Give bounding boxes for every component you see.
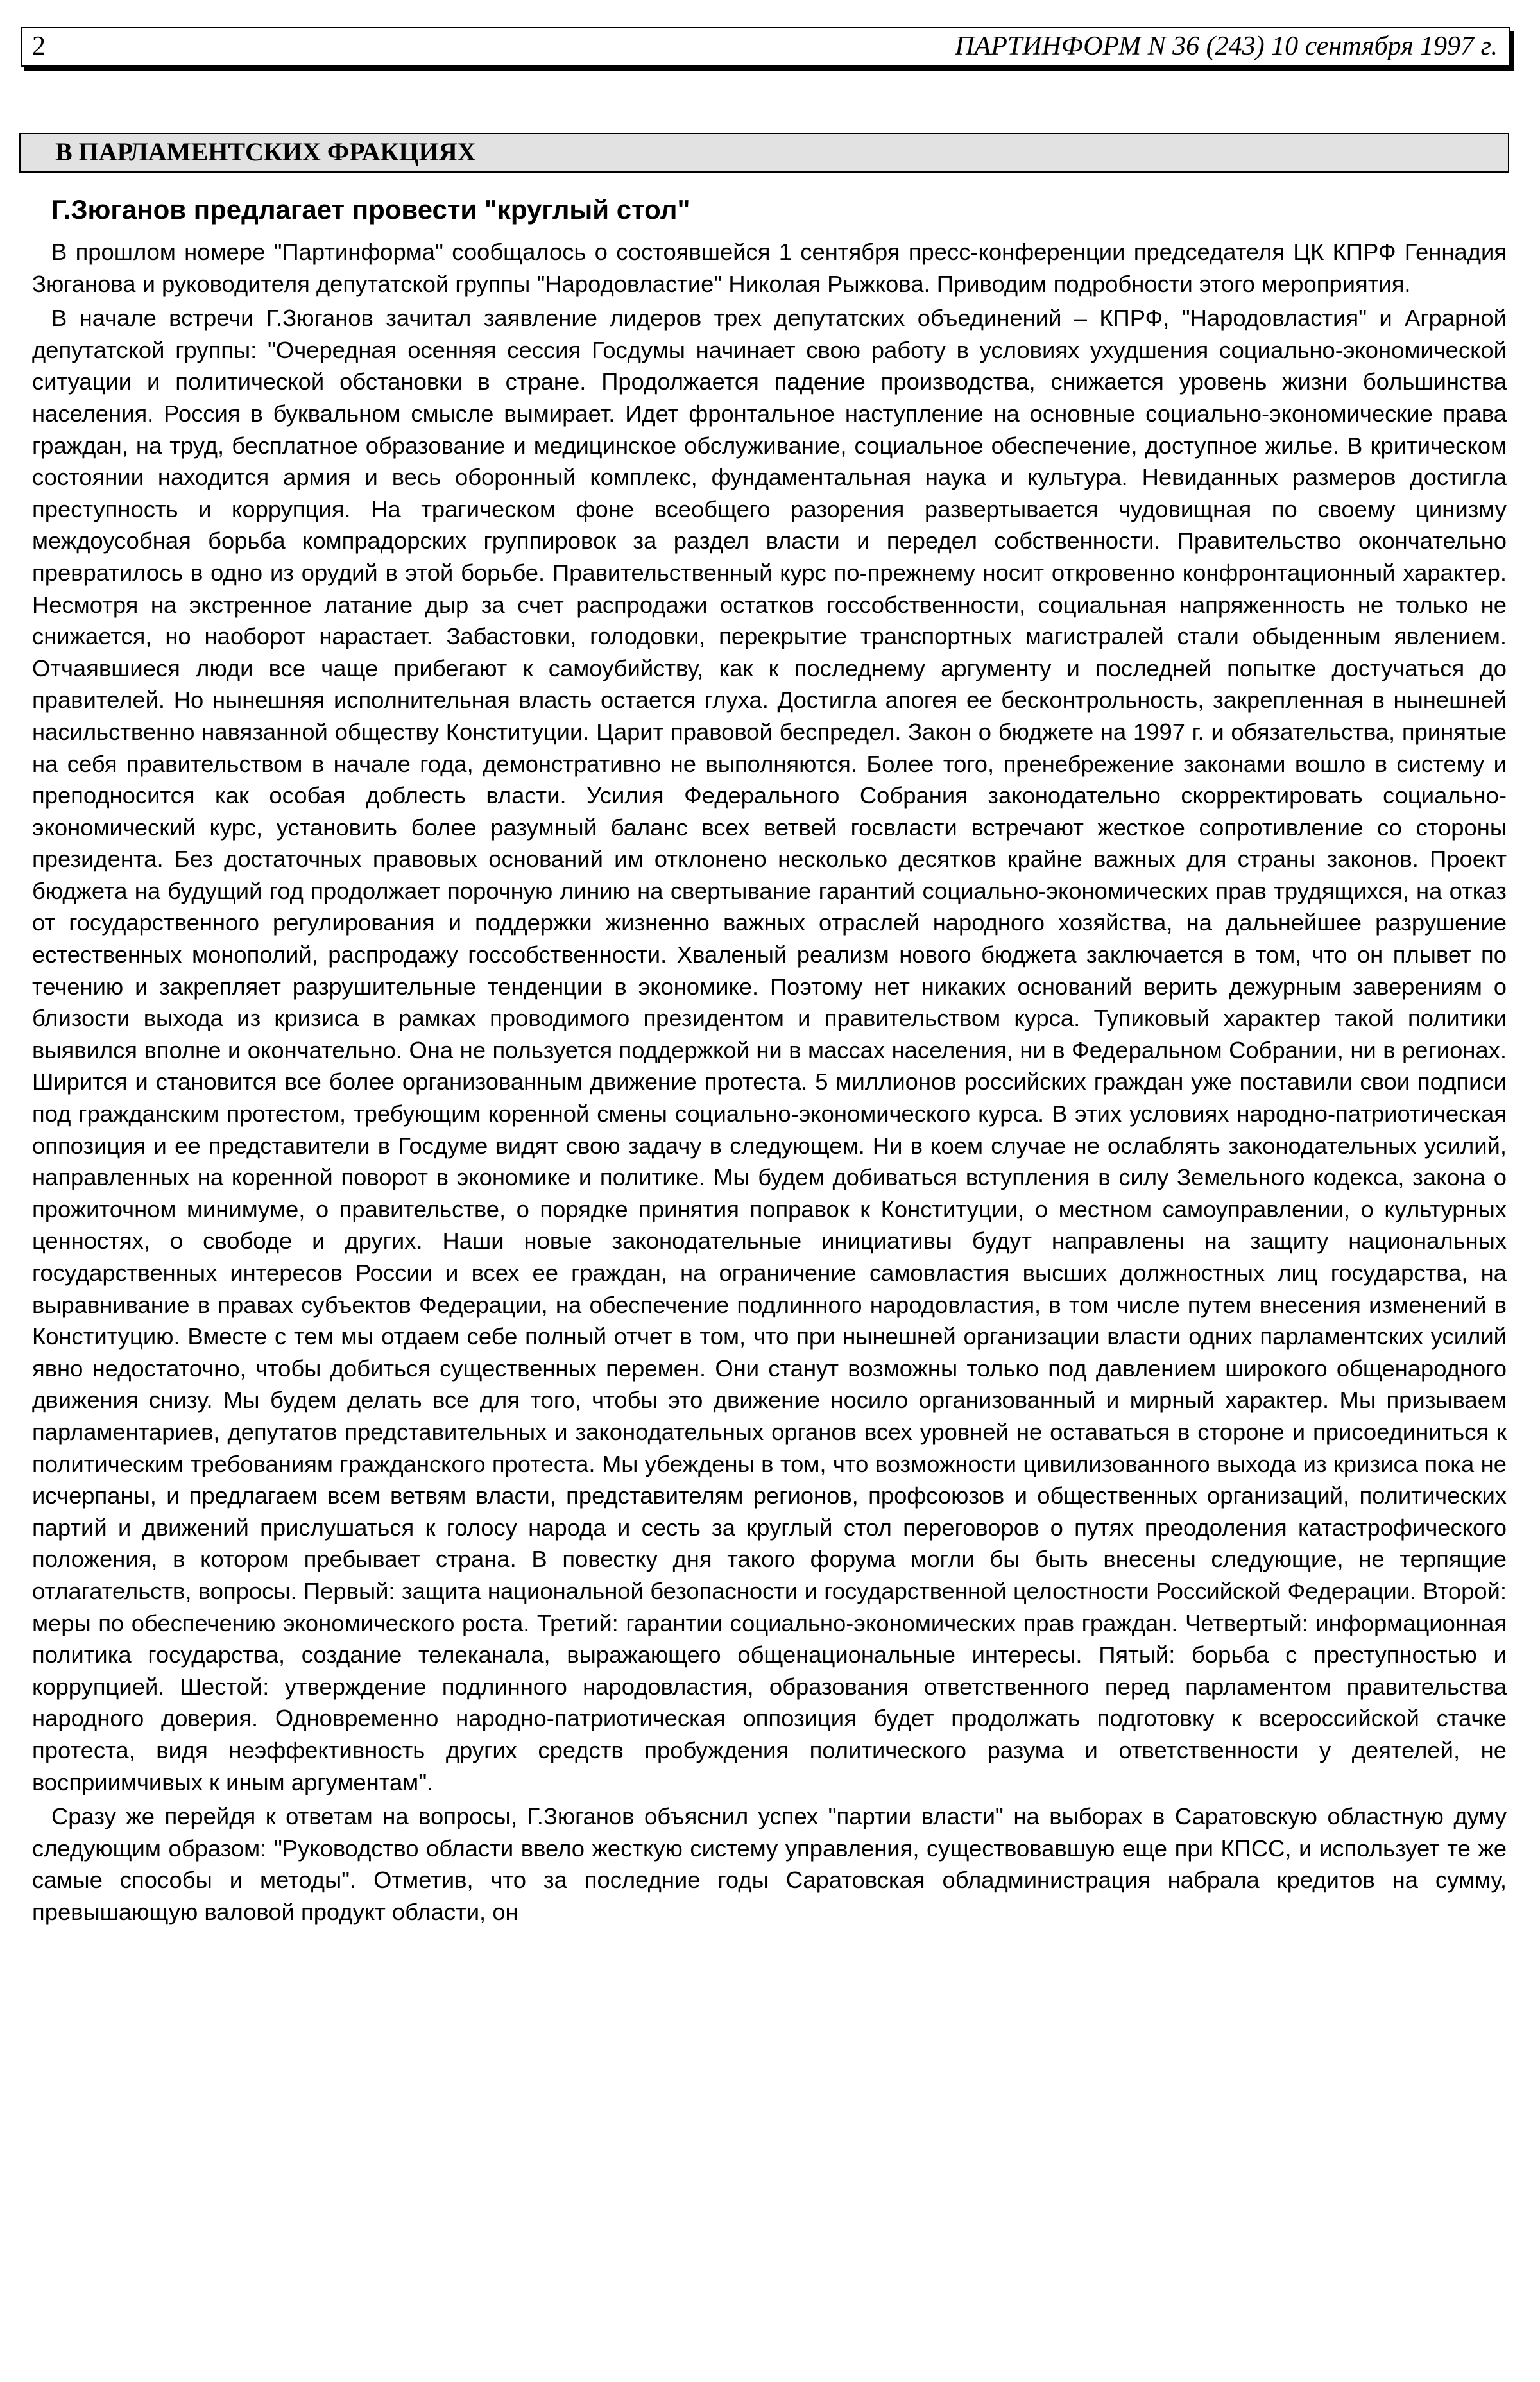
section-title: В ПАРЛАМЕНТСКИХ ФРАКЦИЯХ <box>55 137 476 166</box>
article <box>32 193 1507 1930</box>
page-number: 2 <box>32 31 46 61</box>
page-header <box>21 27 1510 67</box>
publication-line: ПАРТИНФОРМ N 36 (243) 10 сентября 1997 г. <box>955 31 1498 61</box>
article-paragraph-answers: Сразу же перейдя к ответам на вопросы, Г.Зюганов объяснил успех "партии власти" на выборах в Саратовскую областную думу следующим образом: "Руководство области ввело жесткую систему управления, существовавшую еще при КПСС, и использует те же самые способы и методы". Отметив, что за последние годы Саратовская обладминистрация набрала кредитов на сумму, превышающую валовой продукт области, он <box>32 1803 1507 1925</box>
section-banner <box>19 133 1509 173</box>
article-paragraph-intro: В прошлом номере "Партинформа" сообщалось о состоявшейся 1 сентября пресс-конференции председателя ЦК КПРФ Геннадия Зюганова и руководителя депутатской группы "Народовластие" Николая Рыжкова. Приводим подробности этого мероприятия. <box>32 239 1507 297</box>
article-paragraph-statement: В начале встречи Г.Зюганов зачитал заявление лидеров трех депутатских объединений – КПРФ, "Народовластия" и Аграрной депутатской группы: "Очередная осенняя сессия Госдумы начинает свою работу в условиях ухудшения социально-экономической ситуации и политической обстановки в стране. Продолжается падение производства, снижается уровень жизни большинства населения. Россия в буквальном смысле вымирает. Идет фронтальное наступление на основные социально-экономические права граждан, на труд, бесплатное образование и медицинское обслуживание, социальное обеспечение, доступное жилье. В критическом состоянии находится армия и весь оборонный комплекс, фундаментальная наука и культура. Невиданных размеров достигла преступность и коррупция. На трагическом фоне всеобщего разорения развертывается чудовищная по своему цинизму междоусобная борьба компрадорских группировок за раздел власти и передел собственности. Правительство окончательно превратилось в одно из орудий в этой борьбе. Правительственный курс по-прежнему носит откровенно конфронтационный характер. Несмотря на экстренное латание дыр за счет распродажи остатков госсобственности, социальная напряженность не только не снижается, но наоборот нарастает. Забастовки, голодовки, перекрытие транспортных магистралей стали обыденным явлением. Отчаявшиеся люди все чаще прибегают к самоубийству, как к последнему аргументу и последней попытке достучаться до правителей. Но нынешняя исполнительная власть остается глуха. Достигла апогея ее бесконтрольность, закрепленная в нынешней насильственно навязанной обществу Конституции. Царит правовой беспредел. Закон о бюджете на 1997 г. и обязательства, принятые на себя правительством в начале года, демонстративно не выполняются. Более того, пренебрежение законами вошло в систему и преподносится как особая доблесть власти. Усилия Федерального Собрания законодательно скорректировать социально-экономический курс, установить более разумный баланс всех ветвей госвласти встречают жесткое сопротивление со стороны президента. Без достаточных правовых оснований им отклонено несколько десятков крайне важных для страны законов. Проект бюджета на будущий год продолжает порочную линию на свертывание гарантий социально-экономических прав трудящихся, на отказ от государственного регулирования и поддержки жизненно важных отраслей народного хозяйства, на дальнейшее разрушение естественных монополий, распродажу госсобственности. Хваленый реализм нового бюджета заключается в том, что он плывет по течению и закрепляет разрушительные тенденции в экономике. Поэтому нет никаких оснований верить дежурным заверениям о близости выхода из кризиса в рамках проводимого президентом и правительством курса. Тупиковый характер такой политики выявился вполне и окончательно. Она не пользуется поддержкой ни в массах населения, ни в Федеральном Собрании, ни в регионах. Ширится и становится все более организованным движение протеста. 5 миллионов российских граждан уже поставили свои подписи под гражданским протестом, требующим коренной смены социально-экономического курса. В этих условиях народно-патриотическая оппозиция и ее представители в Госдуме видят свою задачу в следующем. Ни в коем случае не ослаблять законодательных усилий, направленных на коренной поворот в экономике и политике. Мы будем добиваться вступления в силу Земельного кодекса, закона о прожиточном минимуме, о правительстве, о порядке принятия поправок к Конституции, о местном самоуправлении, о культурных ценностях, о свободе и других. Наши новые законодательные инициативы будут направлены на защиту национальных государственных интересов России и всех ее граждан, на ограничение самовластия высших должностных лиц государства, на выравнивание в правах субъектов Федерации, на обеспечение подлинного народовластия, в том числе путем внесения изменений в Конституцию. Вместе с тем мы отдаем себе полный отчет в том, что при нынешней организации власти одних парламентских усилий явно недостаточно, чтобы добиться существенных перемен. Они станут возможны только под давлением широкого общенародного движения снизу. Мы будем делать все для того, чтобы это движение носило организованный и мирный характер. Мы призываем парламентариев, депутатов представительных и законодательных органов всех уровней не оставаться в стороне и присоединиться к политическим требованиям гражданского протеста. Мы убеждены в том, что возможности цивилизованного выхода из кризиса пока не исчерпаны, и предлагаем всем ветвям власти, представителям регионов, профсоюзов и общественных организаций, политических партий и движений прислушаться к голосу народа и сесть за круглый стол переговоров о путях преодоления катастрофического положения, в котором пребывает страна. В повестку дня такого форума могли бы быть внесены следующие, не терпящие отлагательств, вопросы. Первый: защита национальной безопасности и государственной целостности Российской Федерации. Второй: меры по обеспечению экономического роста. Третий: гарантии социально-экономических прав граждан. Четвертый: информационная политика государства, создание телеканала, выражающего общенациональные интересы. Пятый: борьба с преступностью и коррупцией. Шестой: утверждение подлинного народовластия, образования ответственного перед парламентом правительства народного доверия. Одновременно народно-патриотическая оппозиция будет продолжать подготовку к всероссийской стачке протеста, видя неэффективность других средств пробуждения политического разума и ответственности у деятелей, не восприимчивых к иным аргументам". <box>32 305 1507 1795</box>
article-headline: Г.Зюганов предлагает провести "круглый стол" <box>51 194 690 225</box>
